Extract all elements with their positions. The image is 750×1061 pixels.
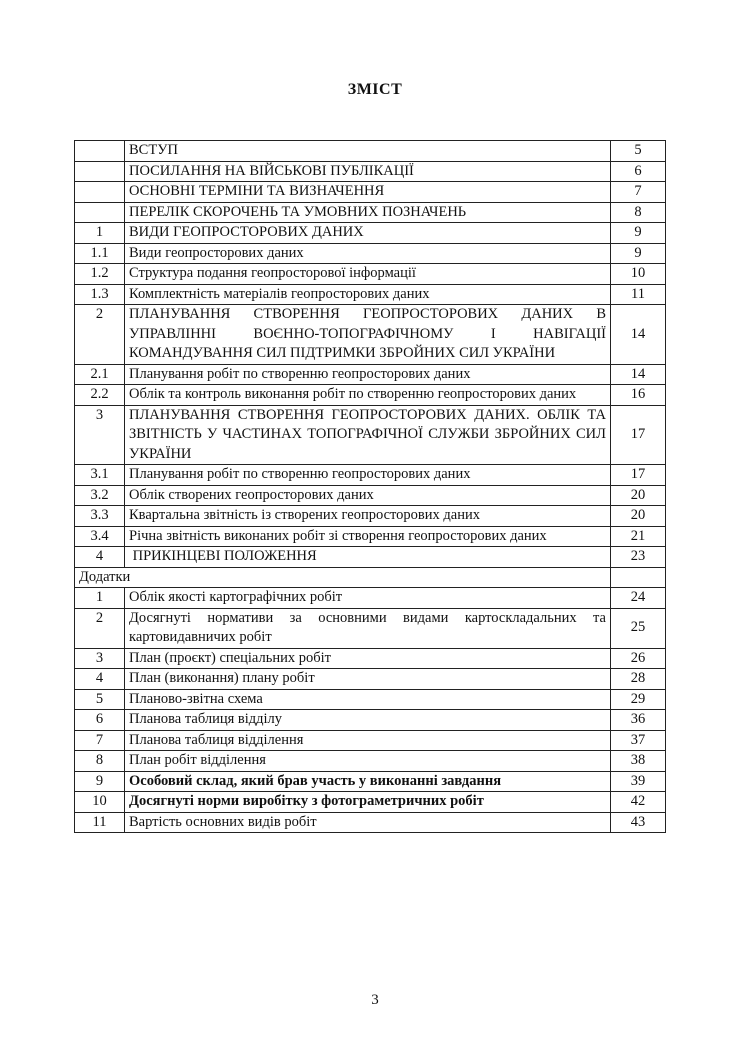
appendix-number: 7 <box>75 730 125 751</box>
appendix-title: Досягнуті норми виробітку з фотограметричних робіт <box>125 792 611 813</box>
page-title: ЗМІСТ <box>347 81 403 98</box>
table-row <box>75 485 666 506</box>
section-number: 3.2 <box>75 485 125 506</box>
page-ref: 14 <box>611 305 666 365</box>
table-row <box>75 792 666 813</box>
page-ref: 5 <box>611 141 666 162</box>
table-row <box>75 305 666 365</box>
page-ref: 23 <box>611 547 666 568</box>
section-number: 1.2 <box>75 264 125 285</box>
section-title: Планування робіт по створенню геопросторових даних <box>125 465 611 486</box>
table-row <box>75 547 666 568</box>
table-row <box>75 669 666 690</box>
section-number <box>75 161 125 182</box>
page-ref: 21 <box>611 526 666 547</box>
section-number <box>75 141 125 162</box>
appendix-number: 4 <box>75 669 125 690</box>
appendix-title: План (виконання) плану робіт <box>125 669 611 690</box>
appendix-number: 6 <box>75 710 125 731</box>
page-ref: 28 <box>611 669 666 690</box>
table-row <box>75 567 666 588</box>
table-row <box>75 182 666 203</box>
appendix-number: 2 <box>75 608 125 648</box>
page-ref: 9 <box>611 243 666 264</box>
page-ref: 36 <box>611 710 666 731</box>
table-of-contents <box>74 140 666 833</box>
section-title: Структура подання геопросторової інформації <box>125 264 611 285</box>
page-ref: 10 <box>611 264 666 285</box>
table-row <box>75 506 666 527</box>
section-title: Планування робіт по створенню геопросторових даних <box>125 364 611 385</box>
appendix-number: 5 <box>75 689 125 710</box>
appendix-title: План робіт відділення <box>125 751 611 772</box>
section-number <box>75 202 125 223</box>
page-ref: 11 <box>611 284 666 305</box>
page-ref <box>611 567 666 588</box>
appendix-number: 11 <box>75 812 125 833</box>
section-number: 3.3 <box>75 506 125 527</box>
table-row <box>75 284 666 305</box>
table-row <box>75 264 666 285</box>
table-row <box>75 771 666 792</box>
appendix-title: Планова таблиця відділу <box>125 710 611 731</box>
appendix-title: Планова таблиця відділення <box>125 730 611 751</box>
section-title: ПРИКІНЦЕВІ ПОЛОЖЕННЯ <box>125 547 611 568</box>
page-number: 3 <box>371 992 379 1008</box>
page-ref: 26 <box>611 648 666 669</box>
page-ref: 39 <box>611 771 666 792</box>
page-ref: 20 <box>611 506 666 527</box>
page-ref: 37 <box>611 730 666 751</box>
section-number: 1.3 <box>75 284 125 305</box>
appendix-title: Досягнуті нормативи за основними видами картоскладальних та картовидавничих робіт <box>125 608 611 648</box>
section-title: Квартальна звітність із створених геопросторових даних <box>125 506 611 527</box>
section-title: Види геопросторових даних <box>125 243 611 264</box>
section-title: ПЛАНУВАННЯ СТВОРЕННЯ ГЕОПРОСТОРОВИХ ДАНИХ. ОБЛІК ТА ЗВІТНІСТЬ У ЧАСТИНАХ ТОПОГРАФІЧНОЇ СЛУЖБИ ЗБРОЙНИХ СИЛ УКРАЇНИ <box>125 405 611 465</box>
table-row <box>75 405 666 465</box>
table-row <box>75 364 666 385</box>
table-row <box>75 730 666 751</box>
section-title: ПЛАНУВАННЯ СТВОРЕННЯ ГЕОПРОСТОРОВИХ ДАНИХ В УПРАВЛІННІ ВОЄННО-ТОПОГРАФІЧНОМУ І НАВІГАЦІЇ КОМАНДУВАННЯ СИЛ ПІДТРИМКИ ЗБРОЙНИХ СИЛ УКРАЇНИ <box>125 305 611 365</box>
table-row <box>75 710 666 731</box>
table-row <box>75 202 666 223</box>
section-number: 3.4 <box>75 526 125 547</box>
appendix-title: Вартість основних видів робіт <box>125 812 611 833</box>
page-ref: 9 <box>611 223 666 244</box>
page-ref: 8 <box>611 202 666 223</box>
appendix-title: План (проєкт) спеціальних робіт <box>125 648 611 669</box>
section-title: ВИДИ ГЕОПРОСТОРОВИХ ДАНИХ <box>125 223 611 244</box>
section-title: ПОСИЛАННЯ НА ВІЙСЬКОВІ ПУБЛІКАЦІЇ <box>125 161 611 182</box>
table-row <box>75 243 666 264</box>
section-title: Облік створених геопросторових даних <box>125 485 611 506</box>
section-number <box>75 182 125 203</box>
table-row <box>75 588 666 609</box>
table-row <box>75 465 666 486</box>
page-ref: 43 <box>611 812 666 833</box>
page-ref: 42 <box>611 792 666 813</box>
page-ref: 17 <box>611 405 666 465</box>
section-title: Комплектність матеріалів геопросторових даних <box>125 284 611 305</box>
appendix-number: 9 <box>75 771 125 792</box>
appendix-number: 1 <box>75 588 125 609</box>
appendix-number: 8 <box>75 751 125 772</box>
table-row <box>75 141 666 162</box>
section-number: 2.2 <box>75 385 125 406</box>
page-ref: 6 <box>611 161 666 182</box>
appendix-title: Облік якості картографічних робіт <box>125 588 611 609</box>
page-ref: 14 <box>611 364 666 385</box>
table-row <box>75 161 666 182</box>
section-title: ВСТУП <box>125 141 611 162</box>
page-ref: 38 <box>611 751 666 772</box>
section-number: 1 <box>75 223 125 244</box>
table-row <box>75 385 666 406</box>
section-number: 4 <box>75 547 125 568</box>
section-title: Річна звітність виконаних робіт зі створення геопросторових даних <box>125 526 611 547</box>
table-row <box>75 812 666 833</box>
page-ref: 20 <box>611 485 666 506</box>
table-row <box>75 223 666 244</box>
section-number: 3 <box>75 405 125 465</box>
table-row <box>75 689 666 710</box>
section-title: ОСНОВНІ ТЕРМІНИ ТА ВИЗНАЧЕННЯ <box>125 182 611 203</box>
section-number: 1.1 <box>75 243 125 264</box>
table-row <box>75 526 666 547</box>
table-row <box>75 648 666 669</box>
section-title: Облік та контроль виконання робіт по створенню геопросторових даних <box>125 385 611 406</box>
section-number: 3.1 <box>75 465 125 486</box>
page-ref: 17 <box>611 465 666 486</box>
section-title: ПЕРЕЛІК СКОРОЧЕНЬ ТА УМОВНИХ ПОЗНАЧЕНЬ <box>125 202 611 223</box>
appendix-label: Додатки <box>75 567 611 588</box>
appendix-title: Особовий склад, який брав участь у виконанні завдання <box>125 771 611 792</box>
page-ref: 16 <box>611 385 666 406</box>
page-ref: 29 <box>611 689 666 710</box>
page-ref: 7 <box>611 182 666 203</box>
section-number: 2.1 <box>75 364 125 385</box>
appendix-title: Планово-звітна схема <box>125 689 611 710</box>
page-ref: 25 <box>611 608 666 648</box>
table-row <box>75 608 666 648</box>
table-row <box>75 751 666 772</box>
appendix-number: 3 <box>75 648 125 669</box>
page-ref: 24 <box>611 588 666 609</box>
appendix-number: 10 <box>75 792 125 813</box>
section-number: 2 <box>75 305 125 365</box>
